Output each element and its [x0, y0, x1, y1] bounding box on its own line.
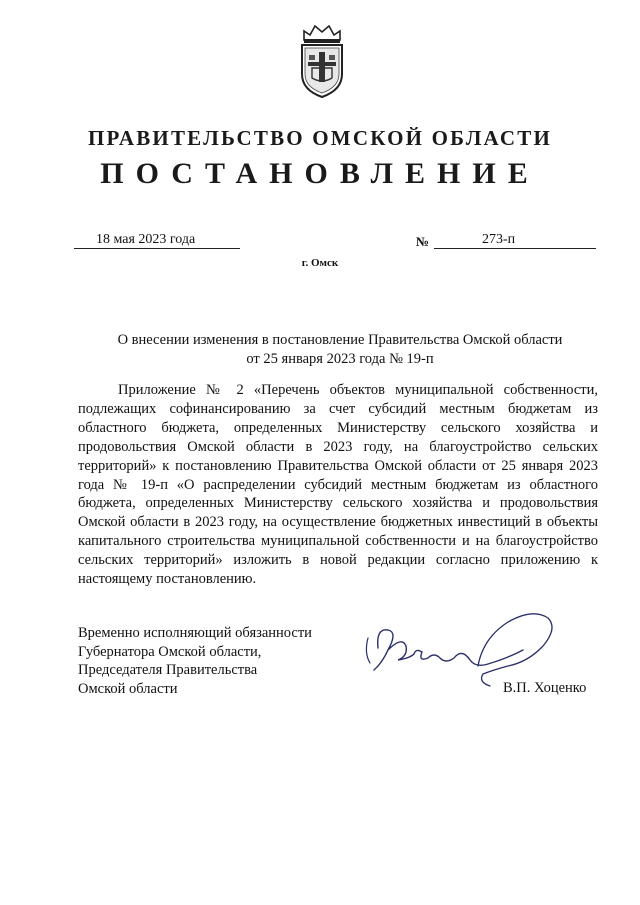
- number-sign: №: [416, 234, 430, 249]
- signer-line-1: Временно исполняющий обязанности: [78, 625, 312, 641]
- document-type: ПОСТАНОВЛЕНИЕ: [100, 157, 540, 190]
- coat-of-arms-icon: [296, 22, 348, 100]
- signer-line-4: Омской области: [78, 680, 178, 697]
- body-paragraph: Приложение № 2 «Перечень объектов муниципальной собственности, подлежащих софинансированию за счет субсидий местным бюджетам из областного бюджета, определенных Министерству сельского хозяйства и продовольствия Омской области в 2023 году, на благоустройство сельских территорий» к постановлению Правительства Омской области от 25 января 2023 года № 19-п «О распределении субсидий местным бюджетам из областного бюджета, определенных Министерству сельского хозяйства и продовольствия Омской области в 2023 году, на осуществление бюджетных инвестиций в объекты капитального строительства муниципальной собственности и на благоустройство сельских территорий» изложить в новой редакции согласно приложению к настоящему постановлению.: [78, 382, 598, 588]
- signer-name: В.П. Хоценко: [503, 680, 587, 696]
- signer-line-3: Председателя Правительства: [78, 662, 258, 678]
- subject-line-2: от 25 января 2023 года № 19-п: [246, 351, 434, 367]
- date-value: 18 мая 2023 года: [96, 232, 196, 247]
- date-field: [74, 232, 240, 249]
- signer-position: [78, 624, 358, 698]
- org-title: ПРАВИТЕЛЬСТВО ОМСКОЙ ОБЛАСТИ: [87, 126, 552, 150]
- document-subject: [80, 331, 600, 369]
- handwritten-signature: [358, 608, 588, 688]
- number-field: [434, 232, 596, 249]
- subject-line-1: О внесении изменения в постановление Правительства Омской области: [117, 332, 563, 348]
- city-label: г. Омск: [301, 257, 339, 269]
- signer-line-2: Губернатора Омской области,: [78, 643, 262, 660]
- number-value: 273-п: [482, 232, 516, 247]
